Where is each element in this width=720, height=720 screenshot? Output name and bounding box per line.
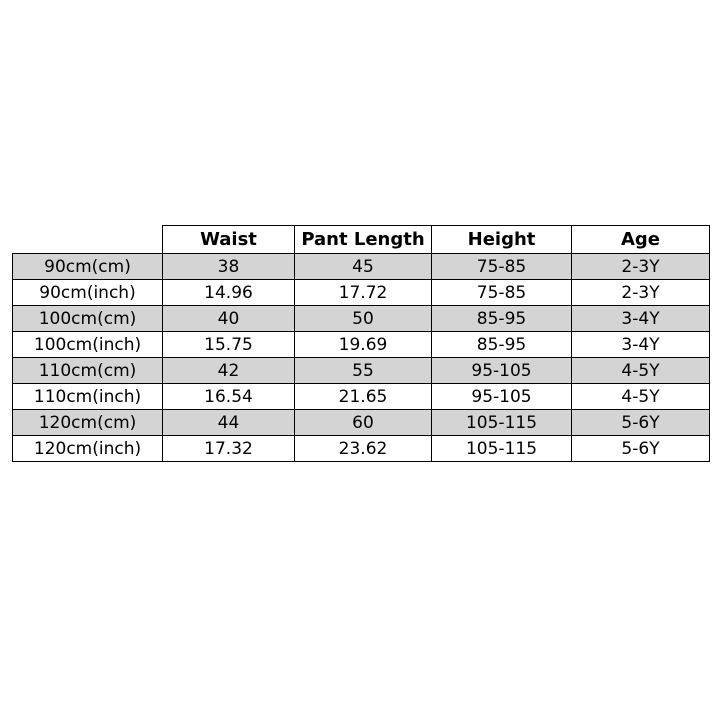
table-header	[13, 226, 710, 254]
table-row	[13, 306, 710, 332]
cell-waist: 14.96	[163, 280, 295, 306]
cell-waist: 16.54	[163, 384, 295, 410]
table-row	[13, 410, 710, 436]
table-row	[13, 280, 710, 306]
size-chart-container	[12, 225, 709, 462]
cell-waist: 17.32	[163, 436, 295, 462]
size-chart-table	[12, 225, 710, 462]
row-label: 90cm(inch)	[13, 280, 163, 306]
cell-waist: 15.75	[163, 332, 295, 358]
header-row	[13, 226, 710, 254]
cell-height: 85-95	[432, 332, 572, 358]
cell-age: 5-6Y	[572, 436, 710, 462]
cell-pant-length: 21.65	[295, 384, 432, 410]
cell-pant-length: 50	[295, 306, 432, 332]
table-body	[13, 254, 710, 462]
cell-pant-length: 45	[295, 254, 432, 280]
row-label: 100cm(cm)	[13, 306, 163, 332]
cell-height: 85-95	[432, 306, 572, 332]
cell-height: 95-105	[432, 358, 572, 384]
cell-height: 105-115	[432, 410, 572, 436]
row-label: 120cm(cm)	[13, 410, 163, 436]
cell-age: 2-3Y	[572, 280, 710, 306]
cell-age: 4-5Y	[572, 384, 710, 410]
row-label: 100cm(inch)	[13, 332, 163, 358]
cell-waist: 42	[163, 358, 295, 384]
table-row	[13, 332, 710, 358]
row-label: 90cm(cm)	[13, 254, 163, 280]
cell-waist: 38	[163, 254, 295, 280]
row-label: 110cm(inch)	[13, 384, 163, 410]
cell-waist: 44	[163, 410, 295, 436]
header-cell-pant-length: Pant Length	[295, 226, 432, 254]
cell-waist: 40	[163, 306, 295, 332]
row-label: 120cm(inch)	[13, 436, 163, 462]
header-cell-waist: Waist	[163, 226, 295, 254]
cell-age: 3-4Y	[572, 306, 710, 332]
header-cell-corner	[13, 226, 163, 254]
row-label: 110cm(cm)	[13, 358, 163, 384]
cell-height: 75-85	[432, 254, 572, 280]
header-cell-height: Height	[432, 226, 572, 254]
cell-pant-length: 23.62	[295, 436, 432, 462]
table-row	[13, 254, 710, 280]
cell-pant-length: 19.69	[295, 332, 432, 358]
cell-age: 3-4Y	[572, 332, 710, 358]
cell-pant-length: 55	[295, 358, 432, 384]
cell-pant-length: 60	[295, 410, 432, 436]
cell-pant-length: 17.72	[295, 280, 432, 306]
table-row	[13, 384, 710, 410]
cell-age: 4-5Y	[572, 358, 710, 384]
cell-age: 5-6Y	[572, 410, 710, 436]
table-row	[13, 436, 710, 462]
cell-height: 105-115	[432, 436, 572, 462]
header-cell-age: Age	[572, 226, 710, 254]
table-row	[13, 358, 710, 384]
cell-height: 75-85	[432, 280, 572, 306]
cell-age: 2-3Y	[572, 254, 710, 280]
cell-height: 95-105	[432, 384, 572, 410]
